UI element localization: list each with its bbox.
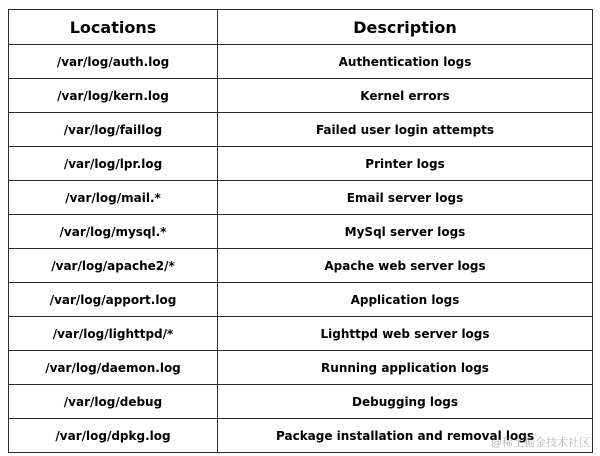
table-row (9, 45, 593, 79)
location-cell: /var/log/faillog (9, 113, 218, 147)
table-row (9, 181, 593, 215)
location-cell: /var/log/lpr.log (9, 147, 218, 181)
location-cell: /var/log/auth.log (9, 45, 218, 79)
log-locations-table (8, 9, 593, 453)
header-description: Description (218, 10, 593, 45)
location-cell: /var/log/debug (9, 385, 218, 419)
description-cell: Kernel errors (218, 79, 593, 113)
table-row (9, 147, 593, 181)
table-row (9, 351, 593, 385)
location-cell: /var/log/mail.* (9, 181, 218, 215)
table-row (9, 317, 593, 351)
location-cell: /var/log/kern.log (9, 79, 218, 113)
description-cell: Email server logs (218, 181, 593, 215)
table-header-row (9, 10, 593, 45)
description-cell: Running application logs (218, 351, 593, 385)
location-cell: /var/log/daemon.log (9, 351, 218, 385)
log-locations-table-container (8, 9, 592, 453)
location-cell: /var/log/mysql.* (9, 215, 218, 249)
table-row (9, 249, 593, 283)
location-cell: /var/log/lighttpd/* (9, 317, 218, 351)
description-cell: Lighttpd web server logs (218, 317, 593, 351)
description-cell: Apache web server logs (218, 249, 593, 283)
description-cell: Debugging logs (218, 385, 593, 419)
description-cell: Printer logs (218, 147, 593, 181)
location-cell: /var/log/apport.log (9, 283, 218, 317)
description-cell: MySql server logs (218, 215, 593, 249)
table-row (9, 79, 593, 113)
table-row (9, 283, 593, 317)
description-cell: Authentication logs (218, 45, 593, 79)
table-row (9, 385, 593, 419)
location-cell: /var/log/apache2/* (9, 249, 218, 283)
table-row (9, 215, 593, 249)
header-locations: Locations (9, 10, 218, 45)
watermark: @稀土掘金技术社区 (491, 436, 590, 449)
location-cell: /var/log/dpkg.log (9, 419, 218, 453)
description-cell: Package installation and removal logs (218, 419, 593, 453)
description-cell: Failed user login attempts (218, 113, 593, 147)
table-row (9, 113, 593, 147)
description-cell: Application logs (218, 283, 593, 317)
